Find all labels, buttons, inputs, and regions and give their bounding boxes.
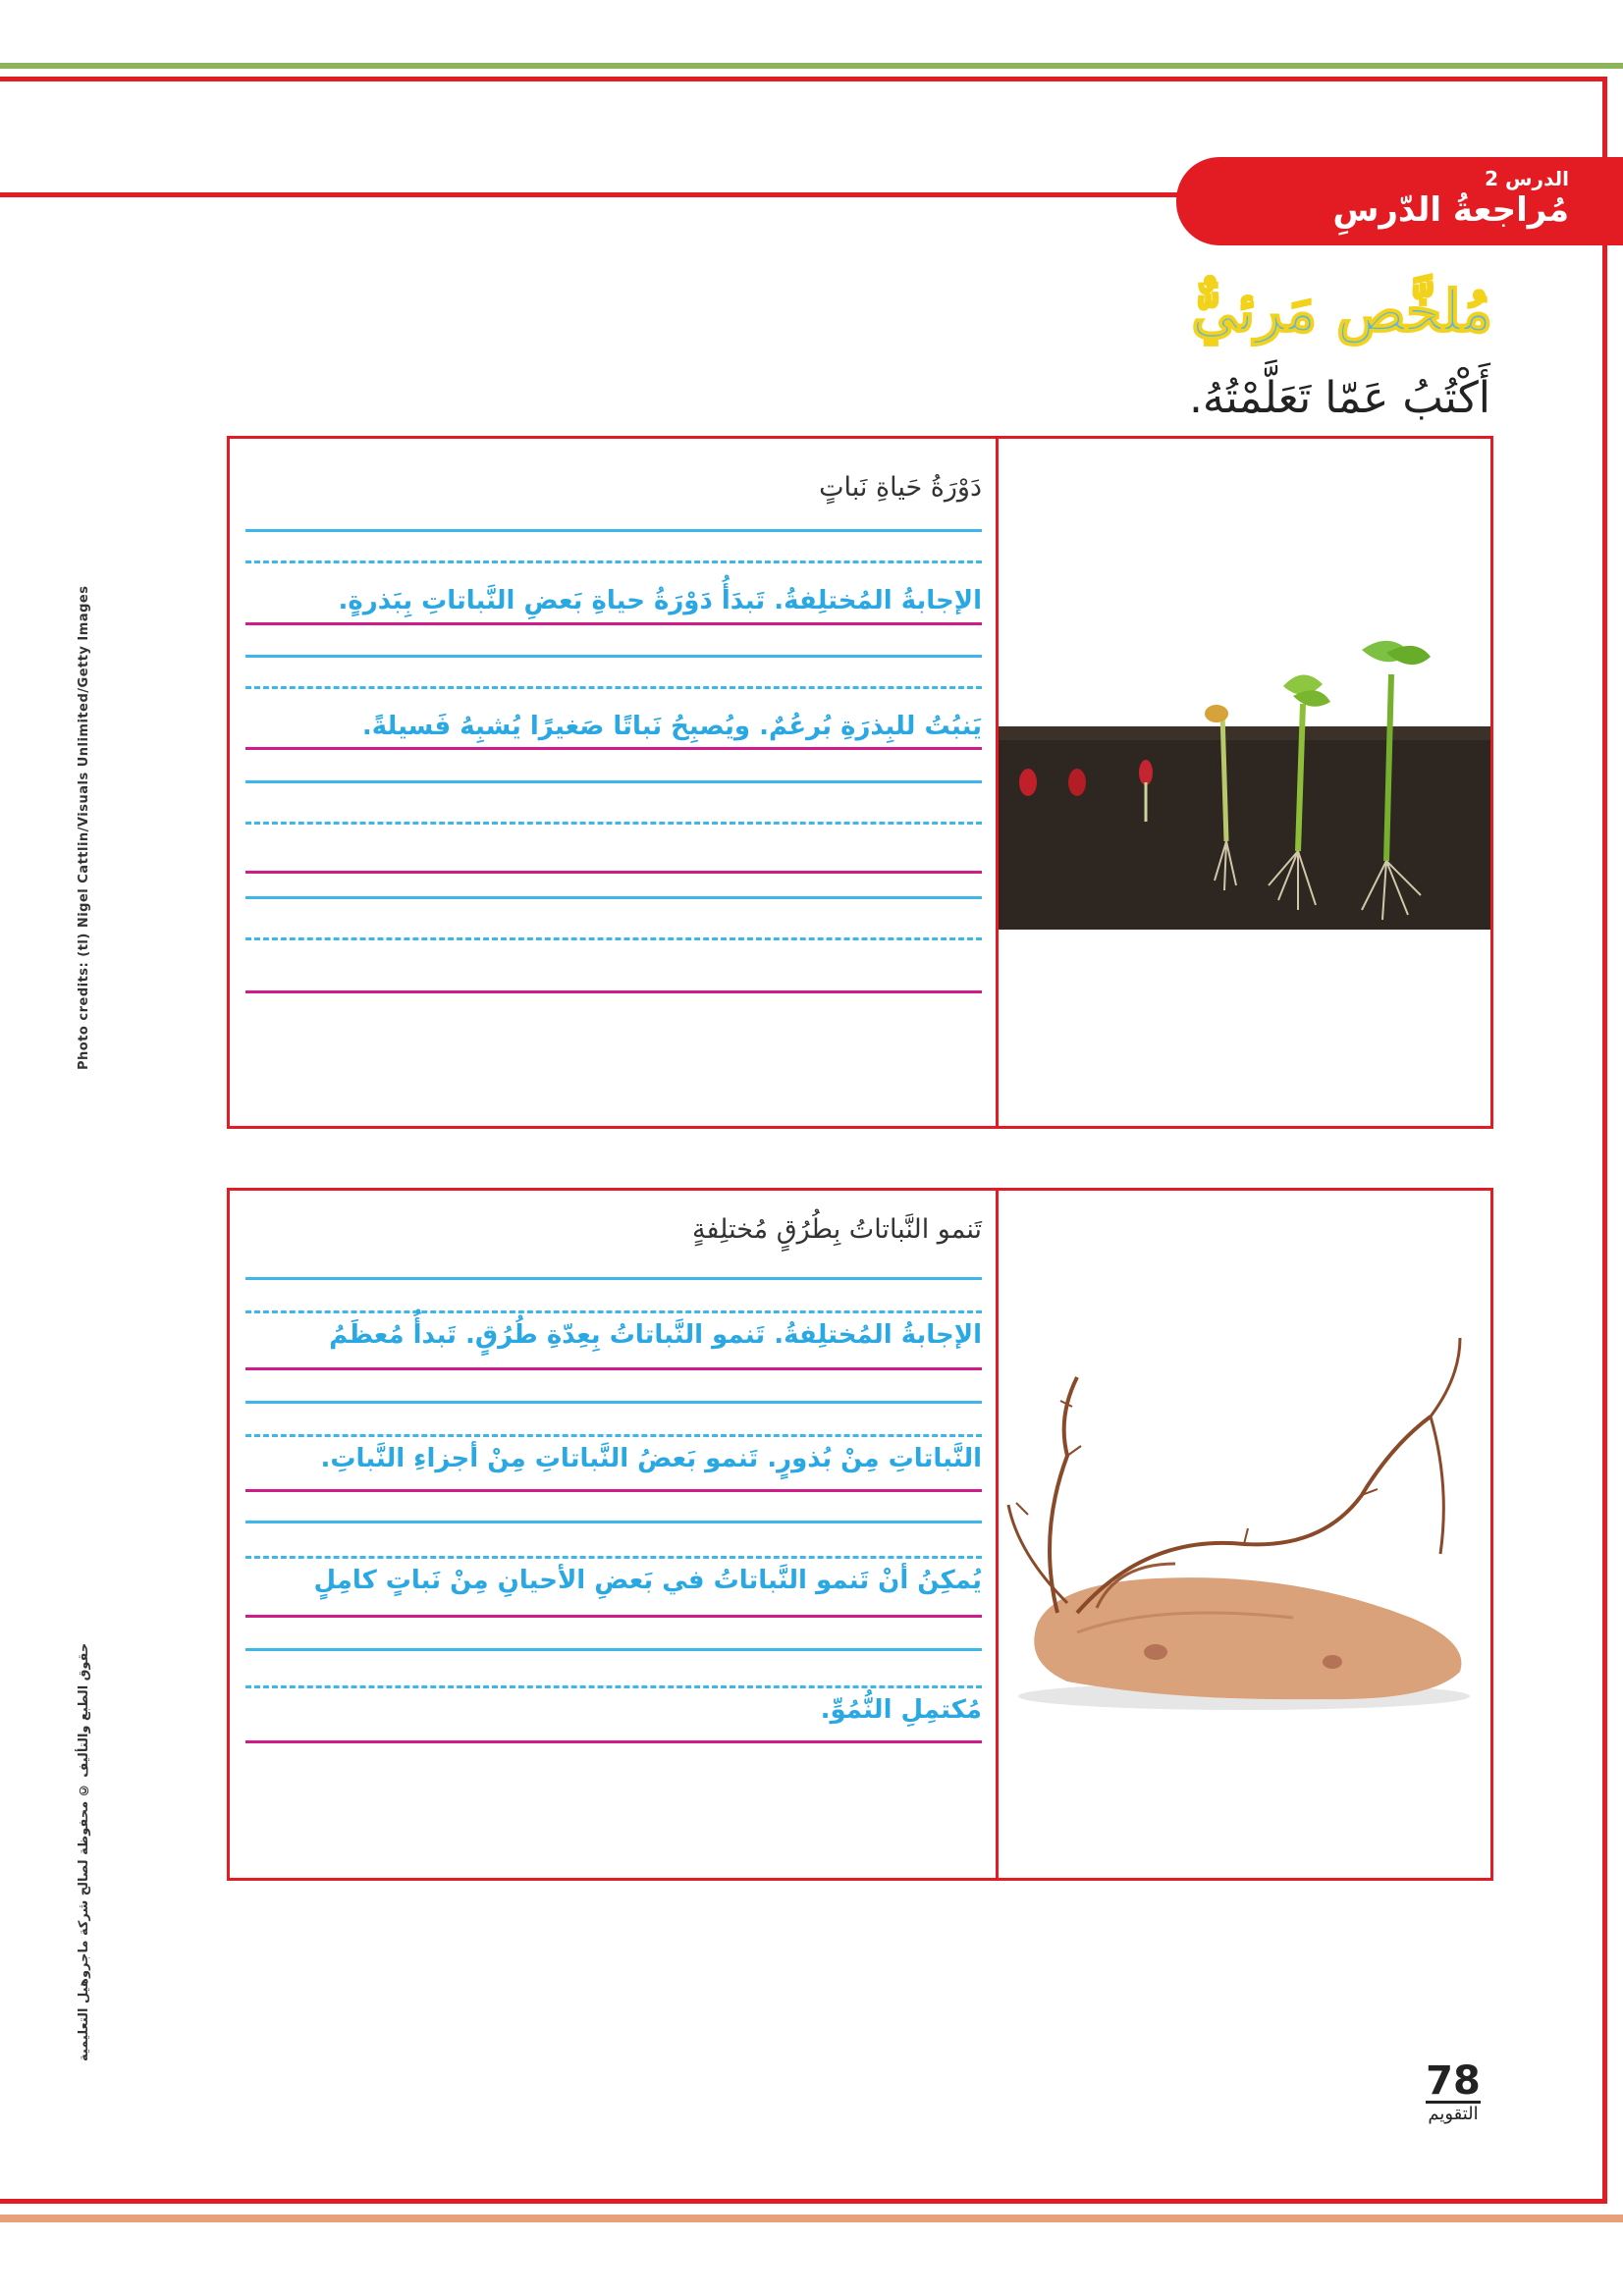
lesson-title: مُراجعةُ الدّرسِ <box>1332 190 1569 230</box>
panel-plant-life-cycle <box>227 436 1493 1129</box>
summary-heading: مُلخَّص مَرئيٌّ <box>1191 278 1492 345</box>
guide-line-dashed <box>245 686 982 689</box>
guide-line-dashed <box>245 1434 982 1437</box>
writing-area <box>245 1191 982 1878</box>
seedling-growth-image <box>999 635 1490 930</box>
answer-line: النَّباتاتِ مِنْ بُذورٍ. تَنمو بَعضُ النَّباتاتِ مِنْ أجزاءِ النَّباتِ. <box>320 1444 982 1473</box>
panel-title: دَوْرَةُ حَياةِ نَباتٍ <box>819 472 982 503</box>
writing-area <box>245 439 982 1126</box>
base-line <box>245 747 982 750</box>
guide-line-dashed <box>245 1310 982 1313</box>
panel-plant-growth-ways <box>227 1188 1493 1881</box>
guide-line-dashed <box>245 1556 982 1559</box>
answer-line: مُكتمِلِ النُّمُوِّ. <box>820 1695 982 1725</box>
answer-line: الإجابةُ المُختلِفةُ. تَبدَأُ دَوْرَةُ حياةِ بَعضِ النَّباتاتِ بِبَذرةٍ. <box>338 586 982 615</box>
guide-line <box>245 655 982 658</box>
guide-line <box>245 1401 982 1404</box>
page-number-label: التقويم <box>1428 2104 1479 2124</box>
top-border <box>0 63 1623 69</box>
guide-line <box>245 896 982 899</box>
base-line <box>245 1740 982 1743</box>
bottom-border <box>0 2215 1623 2222</box>
base-line <box>245 990 982 993</box>
instruction-text: أَكْتُبُ عَمّا تَعَلَّمْتُهُ. <box>1188 373 1490 423</box>
guide-line <box>245 780 982 783</box>
panel-title: تَنمو النَّباتاتُ بِطُرُقٍ مُختلِفةٍ <box>692 1214 982 1245</box>
base-line <box>245 871 982 874</box>
copyright-notice: حقوق الطبع والتأليف © محفوظة لصالح شركة ماجروهيل التعليمية <box>77 1642 91 2061</box>
base-line <box>245 1489 982 1492</box>
header-rule <box>0 192 1184 197</box>
base-line <box>245 1615 982 1618</box>
sweet-potato-sprout-image <box>999 1338 1490 1731</box>
answer-line: الإجابةُ المُختلِفةُ. تَنمو النَّباتاتُ بِعِدّةِ طُرُقٍ. تَبدأُ مُعظَمُ <box>329 1320 982 1350</box>
photo-credit: Photo credits: (tl) Nigel Cattlin/Visuals Unlimited/Getty Images <box>77 585 91 1070</box>
lesson-label: الدرس 2 <box>1485 167 1569 190</box>
page-number <box>1414 2058 1492 2124</box>
base-line <box>245 1367 982 1370</box>
lesson-header-tab <box>1176 157 1623 245</box>
guide-line-dashed <box>245 561 982 563</box>
guide-line <box>245 529 982 532</box>
answer-line: يَنبُتُ للبِذرَةِ بُرعُمٌ. ويُصبِحُ نَباتًا صَغيرًا يُشبِهُ فَسيلةً. <box>361 712 982 741</box>
guide-line-dashed <box>245 937 982 940</box>
answer-line: يُمكِنُ أنْ تَنمو النَّباتاتُ في بَعضِ الأحيانِ مِنْ نَباتٍ كامِلٍ <box>313 1566 982 1595</box>
guide-line-dashed <box>245 822 982 825</box>
guide-line <box>245 1521 982 1523</box>
guide-line <box>245 1277 982 1280</box>
base-line <box>245 622 982 625</box>
guide-line-dashed <box>245 1685 982 1688</box>
page-number-value: 78 <box>1426 2058 1481 2104</box>
guide-line <box>245 1648 982 1651</box>
